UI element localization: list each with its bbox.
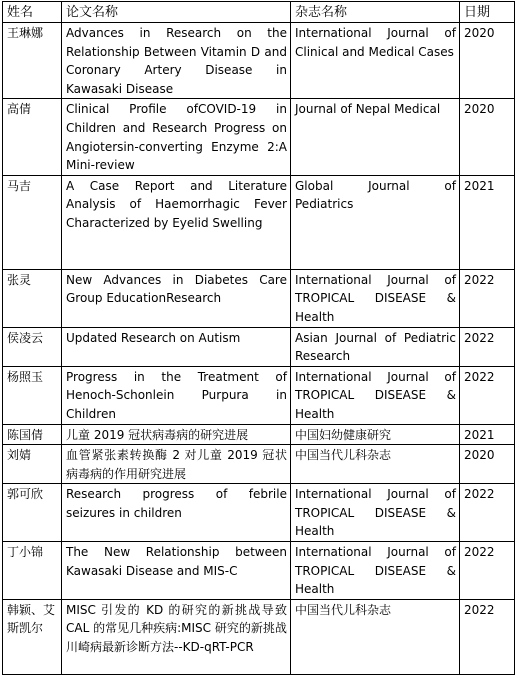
publish-year: 2020: [460, 445, 515, 484]
paper-title-extra: 川崎病最新诊断方法--KD-qRT-PCR: [66, 640, 254, 655]
author-name: 杨照玉: [3, 366, 62, 424]
header-title: 论文名称: [62, 2, 291, 23]
paper-title: Updated Research on Autism: [62, 327, 291, 366]
table-row: [3, 542, 515, 600]
paper-title: The New Relationship between Kawasaki Disease and MIS-C: [62, 542, 291, 600]
publish-year: 2022: [460, 484, 515, 542]
journal-name: International Journal of TROPICAL DISEASE & Health: [291, 484, 460, 542]
publish-year: 2022: [460, 366, 515, 424]
journal-name: 中国妇幼健康研究: [291, 424, 460, 445]
journal-name: 中国当代儿科杂志: [291, 599, 460, 674]
paper-title-main: MISC 引发的 KD 的研究的新挑战导致 CAL 的常见几种疾病:MISC 研究的新挑战: [66, 602, 287, 636]
table-row: [3, 99, 515, 175]
paper-title: 儿童 2019 冠状病毒病的研究进展: [62, 424, 291, 445]
paper-title: Advances in Research on the Relationship Between Vitamin D and Coronary Artery Disease in Kawasaki Disease: [62, 23, 291, 99]
table-row: [3, 175, 515, 269]
publish-year: 2022: [460, 599, 515, 674]
journal-name: International Journal of TROPICAL DISEASE & Health: [291, 366, 460, 424]
author-name: 马吉: [3, 175, 62, 269]
author-name: 刘婧: [3, 445, 62, 484]
author-name: 郭可欣: [3, 484, 62, 542]
author-name: 陈国倩: [3, 424, 62, 445]
author-name: 侯凌云: [3, 327, 62, 366]
publish-year: 2020: [460, 23, 515, 99]
paper-title: Progress in the Treatment of Henoch-Schonlein Purpura in Children: [62, 366, 291, 424]
journal-name: Asian Journal of Pediatric Research: [291, 327, 460, 366]
paper-title: New Advances in Diabetes Care Group EducationResearch: [62, 269, 291, 327]
paper-title: Research progress of febrile seizures in children: [62, 484, 291, 542]
table-row: [3, 366, 515, 424]
publish-year: 2022: [460, 327, 515, 366]
journal-name: Journal of Nepal Medical: [291, 99, 460, 175]
paper-title: A Case Report and Literature Analysis of Haemorrhagic Fever Characterized by Eyelid Swelling: [62, 175, 291, 269]
author-name: 丁小锦: [3, 542, 62, 600]
journal-name: International Journal of TROPICAL DISEASE & Health: [291, 542, 460, 600]
publish-year: 2021: [460, 175, 515, 269]
journal-name: 中国当代儿科杂志: [291, 445, 460, 484]
author-name: 韩颖、艾斯凯尔: [3, 599, 62, 674]
paper-title: 血管紧张素转换酶 2 对儿童 2019 冠状病毒病的作用研究进展: [62, 445, 291, 484]
header-date: 日期: [460, 2, 515, 23]
author-name: 高倩: [3, 99, 62, 175]
table-row: [3, 424, 515, 445]
publish-year: 2020: [460, 99, 515, 175]
publication-table: [2, 1, 515, 675]
header-row: [3, 2, 515, 23]
journal-name: International Journal of TROPICAL DISEASE & Health: [291, 269, 460, 327]
paper-title: Clinical Profile ofCOVID-19 in Children and Research Progress on Angiotersin-converting Enzyme 2:A Mini-review: [62, 99, 291, 175]
table-row: [3, 599, 515, 674]
journal-name: International Journal of Clinical and Medical Cases: [291, 23, 460, 99]
header-journal: 杂志名称: [291, 2, 460, 23]
author-name: 王琳娜: [3, 23, 62, 99]
journal-name: Global Journal of Pediatrics: [291, 175, 460, 269]
publish-year: 2022: [460, 269, 515, 327]
table-row: [3, 327, 515, 366]
publish-year: 2022: [460, 542, 515, 600]
author-name: 张灵: [3, 269, 62, 327]
paper-title: [62, 599, 291, 674]
header-name: 姓名: [3, 2, 62, 23]
publish-year: 2021: [460, 424, 515, 445]
table-row: [3, 23, 515, 99]
table-row: [3, 484, 515, 542]
table-row: [3, 269, 515, 327]
table-row: [3, 445, 515, 484]
